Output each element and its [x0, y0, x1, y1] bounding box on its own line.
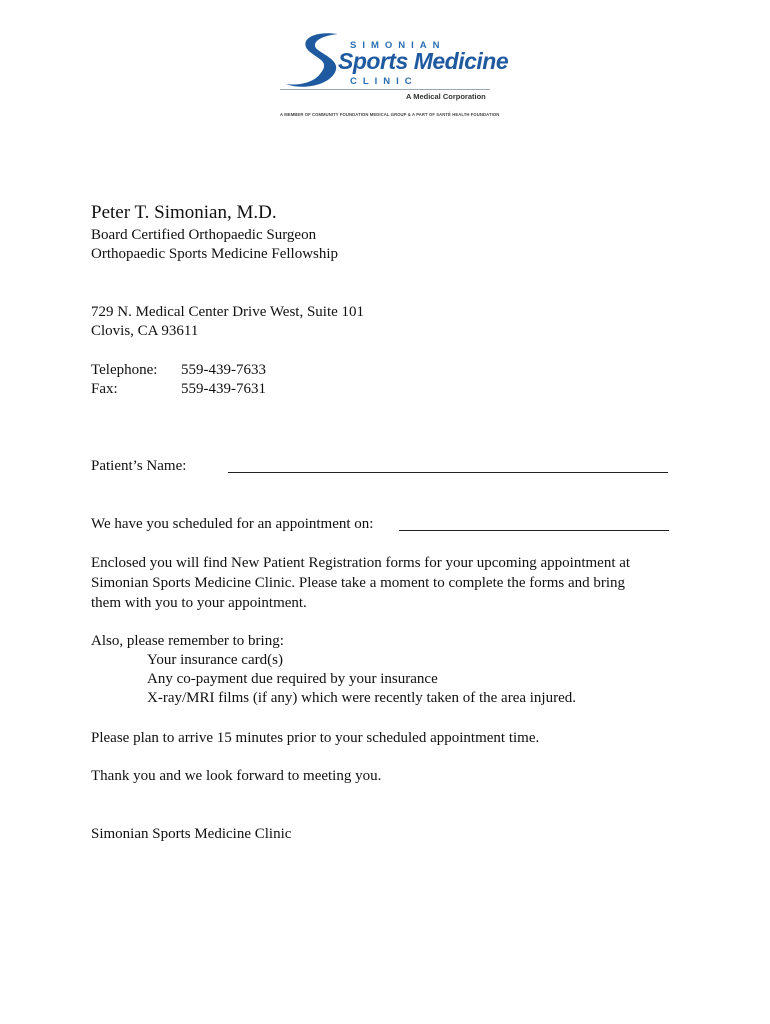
arrive-note: Please plan to arrive 15 minutes prior to your scheduled appointment time. — [91, 730, 540, 746]
logo-member-line: A MEMBER OF COMMUNITY FOUNDATION MEDICAL GROUP & A PART OF SANTÉ HEALTH FOUNDATION — [280, 112, 500, 117]
bring-intro: Also, please remember to bring: — [91, 633, 284, 649]
fax-label: Fax: — [91, 381, 118, 397]
doctor-title-1: Board Certified Orthopaedic Surgeon — [91, 227, 317, 243]
patient-name-field[interactable] — [228, 458, 668, 473]
thanks-note: Thank you and we look forward to meeting you. — [91, 768, 382, 784]
telephone-label: Telephone: — [91, 362, 158, 378]
appointment-label: We have you scheduled for an appointment on: — [91, 516, 374, 532]
bring-item: X-ray/MRI films (if any) which were recently taken of the area injured. — [147, 690, 576, 706]
fax-number: 559-439-7631 — [181, 381, 266, 397]
appointment-date-field[interactable] — [399, 516, 669, 531]
paragraph-line-2: Simonian Sports Medicine Clinic. Please take a moment to complete the forms and bring — [91, 575, 626, 591]
logo-bottom-word: CLINIC — [350, 76, 418, 87]
bring-item: Any co-payment due required by your insurance — [147, 671, 438, 687]
paragraph-line-3: them with you to your appointment. — [91, 595, 307, 611]
telephone-number: 559-439-7633 — [181, 362, 266, 378]
paragraph-line-1: Enclosed you will find New Patient Registration forms for your upcoming appointment at — [91, 555, 631, 571]
bring-item: Your insurance card(s) — [147, 652, 283, 668]
signature: Simonian Sports Medicine Clinic — [91, 826, 292, 842]
doctor-title-2: Orthopaedic Sports Medicine Fellowship — [91, 246, 339, 262]
patient-name-label: Patient’s Name: — [91, 458, 187, 474]
logo-divider — [280, 89, 490, 90]
logo-top-word: SIMONIAN — [350, 40, 446, 51]
doctor-name: Peter T. Simonian, M.D. — [91, 202, 277, 223]
address-line-1: 729 N. Medical Center Drive West, Suite 101 — [91, 304, 365, 320]
address-line-2: Clovis, CA 93611 — [91, 323, 199, 339]
logo-main-word: Sports Medicine — [338, 48, 509, 74]
logo-corporation: A Medical Corporation — [406, 92, 486, 101]
clinic-logo — [280, 28, 510, 124]
